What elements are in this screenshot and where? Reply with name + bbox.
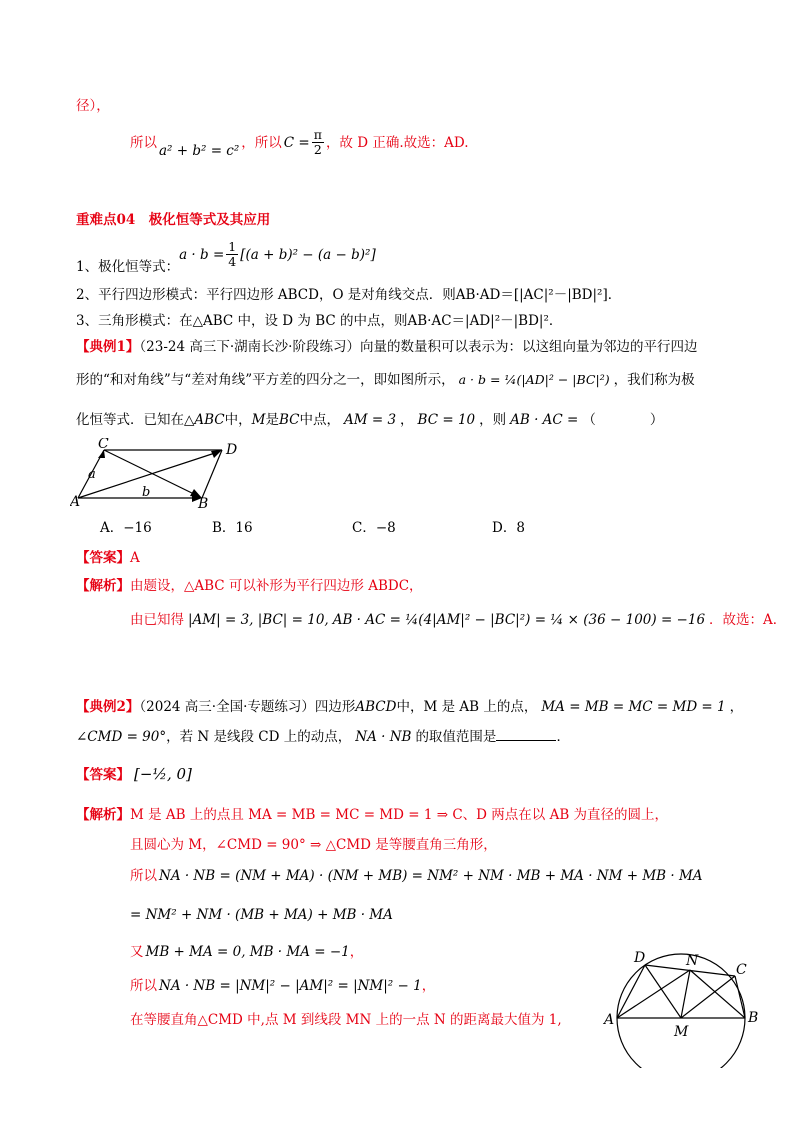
example2-analysis-1 <box>76 805 668 825</box>
label-m: M <box>674 1024 689 1040</box>
math: AB · AC = ¼(4|AM|² − |BC|²) = ¼ × (36 − 100) = −16 <box>332 612 706 628</box>
analysis-text: 由题设，△ABC 可以补形为平行四边形 ABDC， <box>130 578 423 594</box>
option-value: 16 <box>235 520 253 536</box>
item-3: 3、三角形模式：在△ABC 中，设 D 为 BC 的中点，则AB·AC＝|AD|²－|BD|²． <box>76 313 563 329</box>
text: ， <box>729 699 744 715</box>
formula-rhs: [(a + b)² − (a − b)²] <box>240 246 376 263</box>
formula-lhs: a · b = <box>179 246 225 263</box>
example2-answer <box>76 764 192 785</box>
text: 形的“和对角线”与“差对角线”平方差的四分之一，即如图所示， <box>76 372 455 388</box>
text: 中，M 是 AB 上的点， <box>396 699 538 715</box>
text: ， <box>400 412 414 428</box>
circle <box>617 954 745 1068</box>
text: ．故选：A． <box>709 612 787 628</box>
option-label: A． <box>100 520 124 536</box>
text: ，则 <box>479 412 507 428</box>
text: ． <box>556 729 570 745</box>
text: 化恒等式．已知在 <box>76 412 184 428</box>
math: |AM| = 3, |BC| = 10, <box>188 612 329 628</box>
segment-md <box>645 965 681 1018</box>
option-label: B． <box>212 520 236 536</box>
text: ，若 N 是线段 CD 上的动点， <box>166 729 352 745</box>
example1-line-1 <box>76 337 697 357</box>
text: 是 <box>265 412 279 428</box>
math: NA · NB = (NM + MA) · (NM + MB) = NM² + NM · MB + MA · NM + MB · MA <box>159 868 703 884</box>
label-n: N <box>686 953 699 969</box>
example2-analysis-2: 且圆心为 M，∠CMD = 90° ⇒ △CMD 是等腰直角三角形， <box>130 837 497 853</box>
text: 所以 <box>130 868 157 884</box>
answer-value: [−½, 0] <box>134 765 192 783</box>
answer-tag: 【答案】 <box>76 550 130 566</box>
label-vector-b: b <box>142 485 151 500</box>
example2-analysis-4 <box>130 905 393 925</box>
text: （ ） <box>582 412 664 428</box>
math: AM = 3 <box>343 412 397 428</box>
segment-mn <box>681 970 690 1018</box>
example2-line-2 <box>76 727 570 747</box>
label-c: C <box>98 438 109 452</box>
text: ，我们称为极 <box>613 372 695 388</box>
equation: a² + b² = c² <box>159 142 240 159</box>
math: MB + MA = 0, MB · MA = −1 <box>145 944 350 960</box>
math: M <box>251 412 266 428</box>
parallelogram-figure <box>70 438 240 510</box>
segment-bc <box>735 976 745 1018</box>
text: 所以 <box>130 978 157 994</box>
label-vector-a: a <box>88 467 96 482</box>
math: BC <box>278 412 300 428</box>
example1-analysis-1 <box>76 576 423 596</box>
label-b: B <box>748 1010 759 1026</box>
source: （2024 高三·全国·专题练习） <box>139 699 315 715</box>
equation: C = <box>283 134 310 151</box>
label-a: A <box>70 494 81 510</box>
example-tag: 【典例1】 <box>76 339 140 355</box>
text: ，所以 <box>241 134 282 151</box>
option-b[interactable] <box>212 518 253 538</box>
option-a[interactable] <box>100 518 152 538</box>
math: ABCD <box>355 699 397 715</box>
option-c[interactable] <box>352 518 396 538</box>
analysis-tag: 【解析】 <box>76 807 130 823</box>
example1-answer <box>76 548 140 568</box>
answer-tag: 【答案】 <box>76 767 130 783</box>
math: ∠CMD = 90° <box>76 729 167 745</box>
label-a: A <box>604 1012 615 1028</box>
example2-analysis-7: 在等腰直角△CMD 中,点 M 到线段 MN 上的一点 N 的距离最大值为 1, <box>130 1012 562 1028</box>
text: ， <box>421 978 436 994</box>
segment-mc <box>681 976 735 1018</box>
text: ， <box>349 944 364 960</box>
math: MA = MB = MC = MD = 1 <box>541 699 726 715</box>
text: ，故 D 正确.故选：AD. <box>325 134 469 151</box>
item-1 <box>76 239 376 275</box>
answer-blank <box>496 728 556 741</box>
section-heading: 重难点04 极化恒等式及其应用 <box>76 212 271 228</box>
label-d: D <box>226 442 238 458</box>
fraction <box>226 240 238 269</box>
option-label: D． <box>492 520 517 536</box>
math: BC = 10 <box>417 412 476 428</box>
denominator: 2 <box>313 142 322 157</box>
answer-value: A <box>130 550 140 566</box>
circle-figure <box>598 938 768 1068</box>
example2-analysis-5 <box>130 942 363 962</box>
label-c: C <box>736 962 747 978</box>
text: 向量的数量积可以表示为：以这组向量为邻边的平行四边 <box>359 339 698 355</box>
text: 的取值范围是 <box>415 729 497 745</box>
top-line-1: 径）， <box>76 98 110 114</box>
item-label: 1、极化恒等式： <box>76 258 180 275</box>
numerator: 1 <box>228 239 237 254</box>
source: （23-24 高三下·湖南长沙·阶段练习） <box>139 339 360 355</box>
option-value: −16 <box>123 520 152 536</box>
denominator: 4 <box>228 254 237 269</box>
analysis-text: M 是 AB 上的点且 MA = MB = MC = MD = 1 ⇒ C、D 两点在以 AB 为直径的圆上， <box>130 807 669 823</box>
item-2: 2、平行四边形模式：平行四边形 ABCD，O 是对角线交点．则AB·AD＝[|AC|²－|BD|²]． <box>76 287 622 303</box>
label-d: D <box>634 950 646 966</box>
example1-line-3 <box>76 410 663 430</box>
example2-line-1 <box>76 697 743 717</box>
formula: a · b = ¼(|AD|² − |BC|²) <box>458 372 610 387</box>
text: 又 <box>130 944 144 960</box>
option-d[interactable] <box>492 518 525 538</box>
math: NA · NB = |NM|² − |AM|² = |NM|² − 1 <box>159 978 422 994</box>
example2-analysis-6 <box>130 976 435 996</box>
math: NA · NB <box>355 729 412 745</box>
analysis-tag: 【解析】 <box>76 578 130 594</box>
edge-bd <box>202 450 222 498</box>
math: AB · AC = <box>510 412 579 428</box>
example1-analysis-2 <box>130 610 786 630</box>
top-line-2 <box>130 128 469 157</box>
text: 所以 <box>130 134 157 151</box>
fraction <box>312 128 324 157</box>
text: 四边形 <box>314 699 356 715</box>
text: 中点， <box>299 412 340 428</box>
segment-ad <box>617 965 645 1018</box>
option-value: −8 <box>375 520 396 536</box>
math: △ABC <box>184 412 225 428</box>
example2-analysis-3 <box>130 866 703 886</box>
example-tag: 【典例2】 <box>76 699 140 715</box>
numerator: π <box>313 127 322 142</box>
math: = NM² + NM · (MB + MA) + MB · MA <box>130 907 393 923</box>
text: 中， <box>224 412 252 428</box>
option-label: C． <box>352 520 376 536</box>
diagonal-cb <box>104 450 198 496</box>
example1-line-2 <box>76 370 695 390</box>
text: 由已知得 <box>130 612 184 628</box>
label-b: B <box>198 496 209 510</box>
option-value: 8 <box>516 520 525 536</box>
